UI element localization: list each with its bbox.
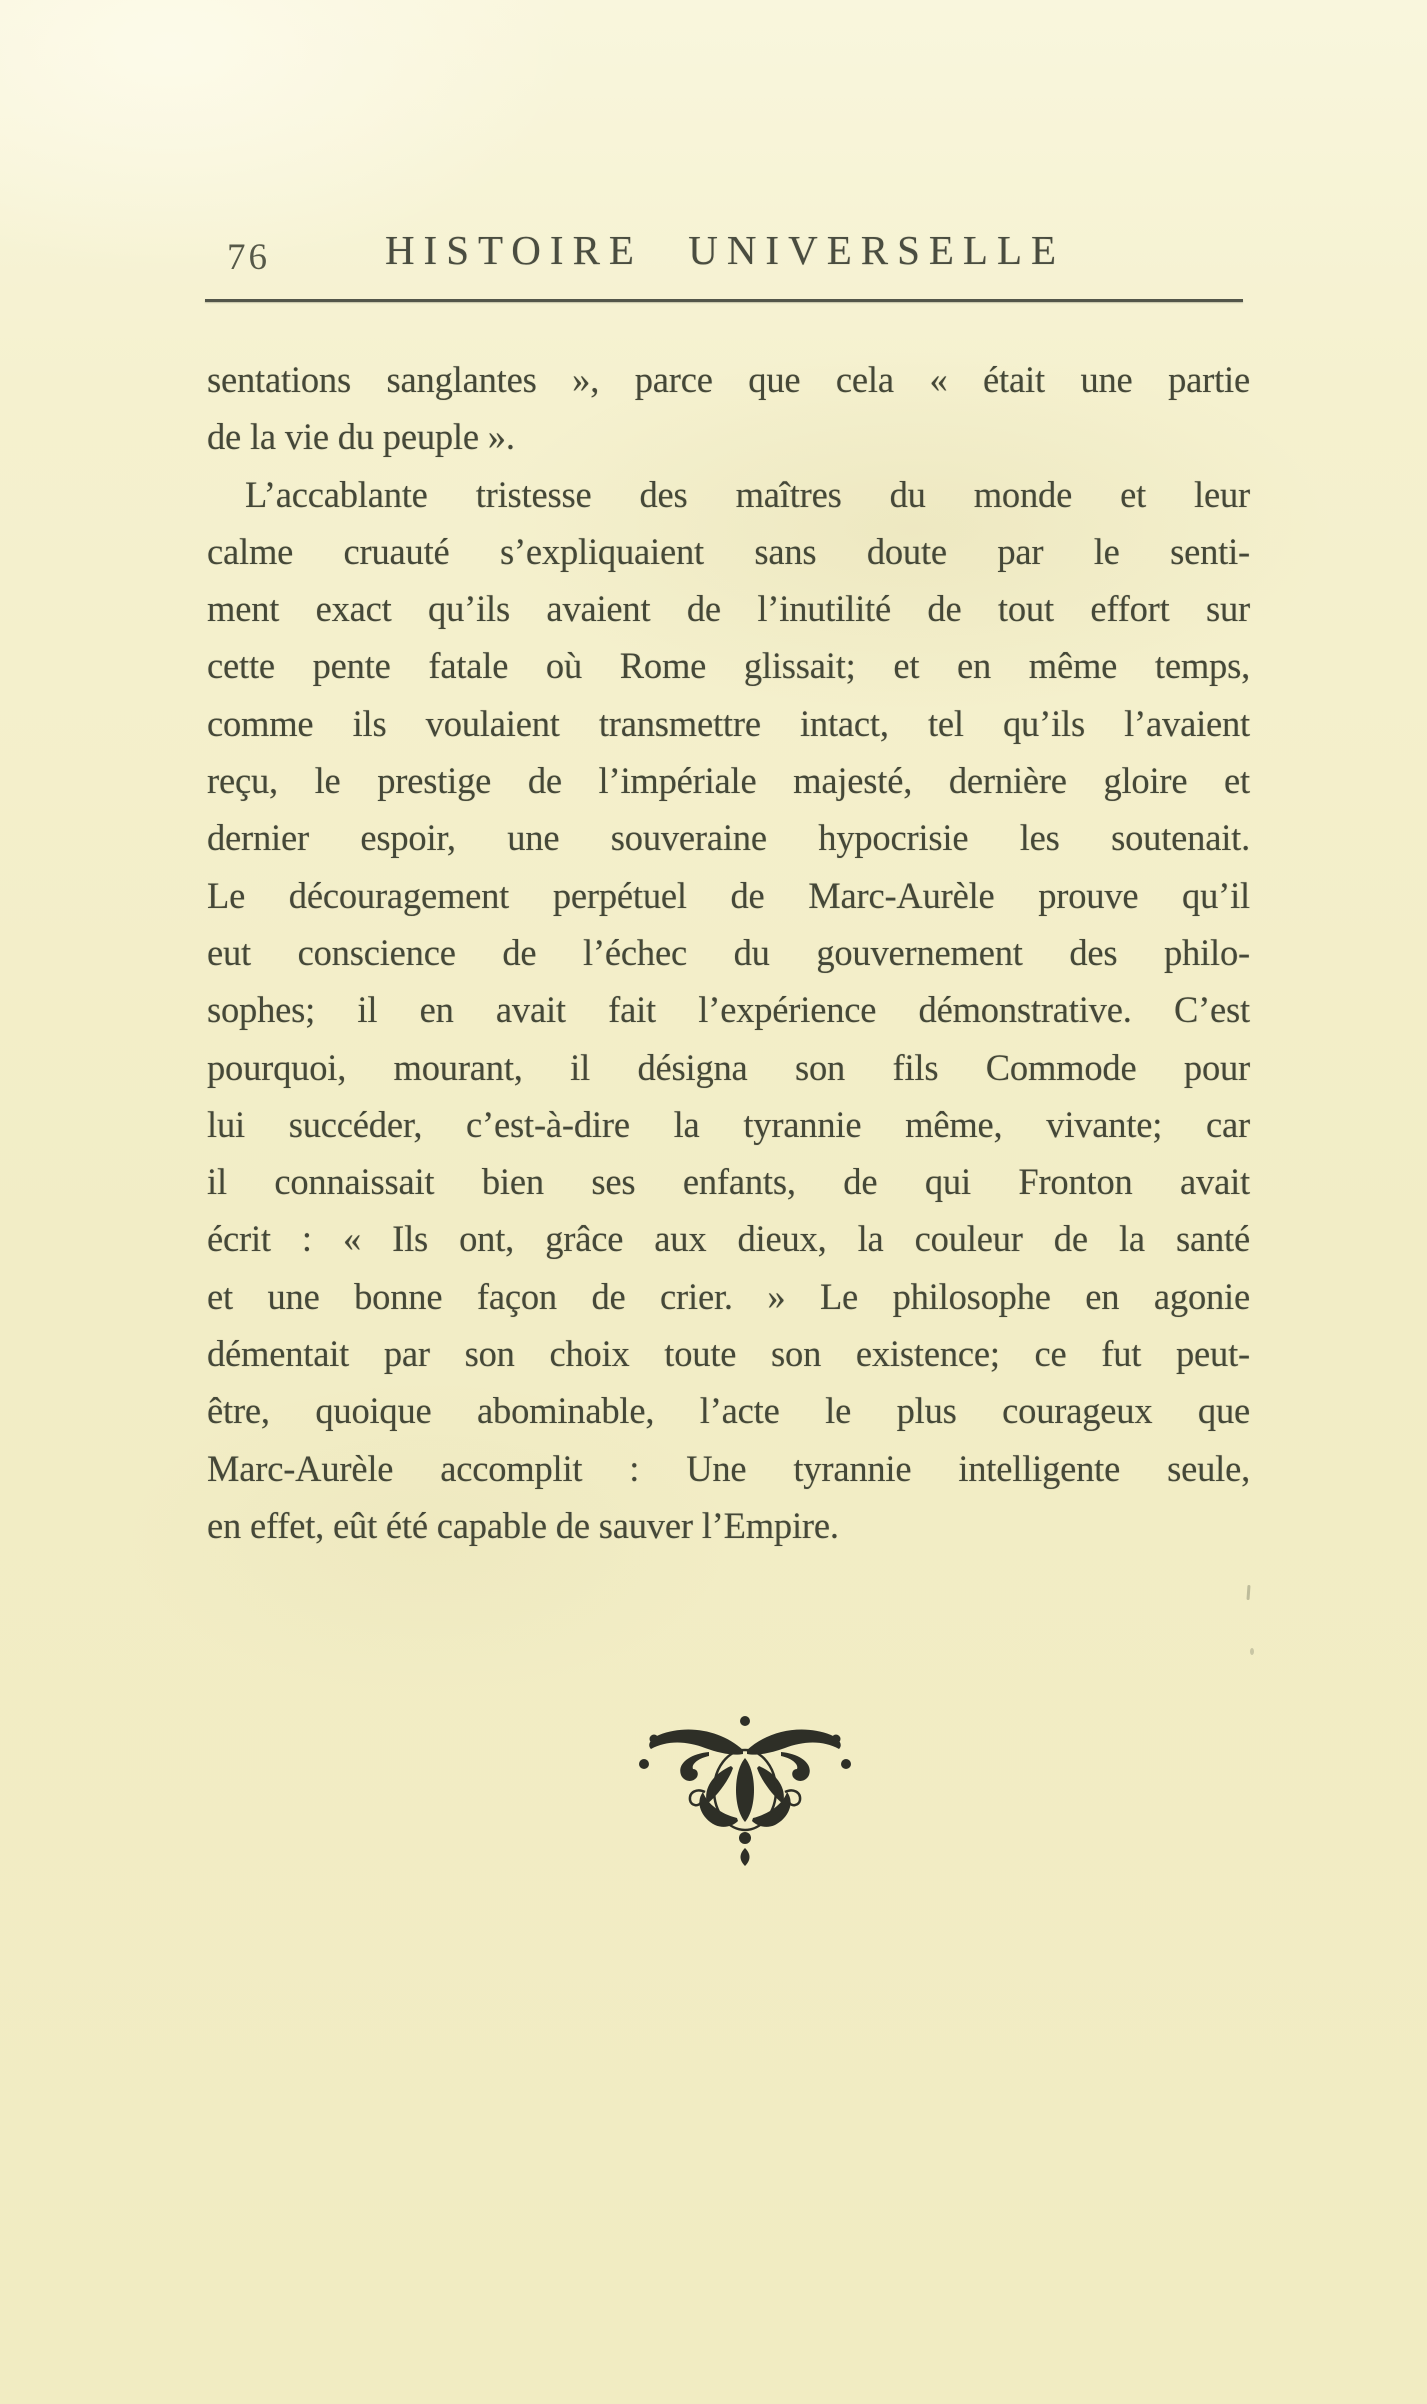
text-line: eut conscience de l’échec du gouvernement des philo- xyxy=(207,931,1250,973)
header-rule xyxy=(205,299,1243,302)
text-line: sophes; il en avait fait l’expérience démonstrative. C’est xyxy=(207,989,1250,1031)
text-line: en effet, eût été capable de sauver l’Empire. xyxy=(207,1504,839,1546)
text-line: comme ils voulaient transmettre intact, tel qu’ils l’avaient xyxy=(207,702,1250,744)
text-line: il connaissait bien ses enfants, de qui Fronton avait xyxy=(207,1161,1250,1203)
text-line: calme cruauté s’expliquaient sans doute par le senti- xyxy=(207,530,1250,572)
page-number: 76 xyxy=(227,237,270,278)
fleuron-tailpiece-icon xyxy=(635,1708,855,1868)
text-line: lui succéder, c’est-à-dire la tyrannie même, vivante; car xyxy=(207,1103,1250,1145)
body-text xyxy=(207,351,1250,1554)
text-line: sentations sanglantes », parce que cela « était une partie xyxy=(207,359,1250,400)
text-line: cette pente fatale où Rome glissait; et en même temps, xyxy=(207,645,1250,687)
text-line: pourquoi, mourant, il désigna son fils Commode pour xyxy=(207,1046,1250,1088)
text-line: dernier espoir, une souveraine hypocrisie les soutenait. xyxy=(207,817,1250,859)
text-line: être, quoique abominable, l’acte le plus courageux que xyxy=(207,1390,1250,1432)
text-line: démentait par son choix toute son existence; ce fut peut- xyxy=(207,1333,1250,1375)
text-line: et une bonne façon de crier. » Le philosophe en agonie xyxy=(207,1275,1250,1317)
stray-ink-mark xyxy=(1250,1648,1254,1655)
stray-ink-mark xyxy=(1246,1585,1250,1600)
text-line: de la vie du peuple ». xyxy=(207,416,515,458)
text-line: Le découragement perpétuel de Marc-Aurèle prouve qu’il xyxy=(207,874,1250,916)
text-line: L’accablante tristesse des maîtres du monde et leur xyxy=(245,473,1250,515)
text-line: Marc-Aurèle accomplit : Une tyrannie intelligente seule, xyxy=(207,1447,1250,1489)
text-line: écrit : « Ils ont, grâce aux dieux, la couleur de la santé xyxy=(207,1218,1250,1260)
running-header-row xyxy=(205,226,1245,282)
running-header-title: HISTOIRE UNIVERSELLE xyxy=(384,227,1066,273)
text-line: reçu, le prestige de l’impériale majesté, dernière gloire et xyxy=(207,760,1250,802)
text-line: ment exact qu’ils avaient de l’inutilité de tout effort sur xyxy=(207,588,1250,630)
